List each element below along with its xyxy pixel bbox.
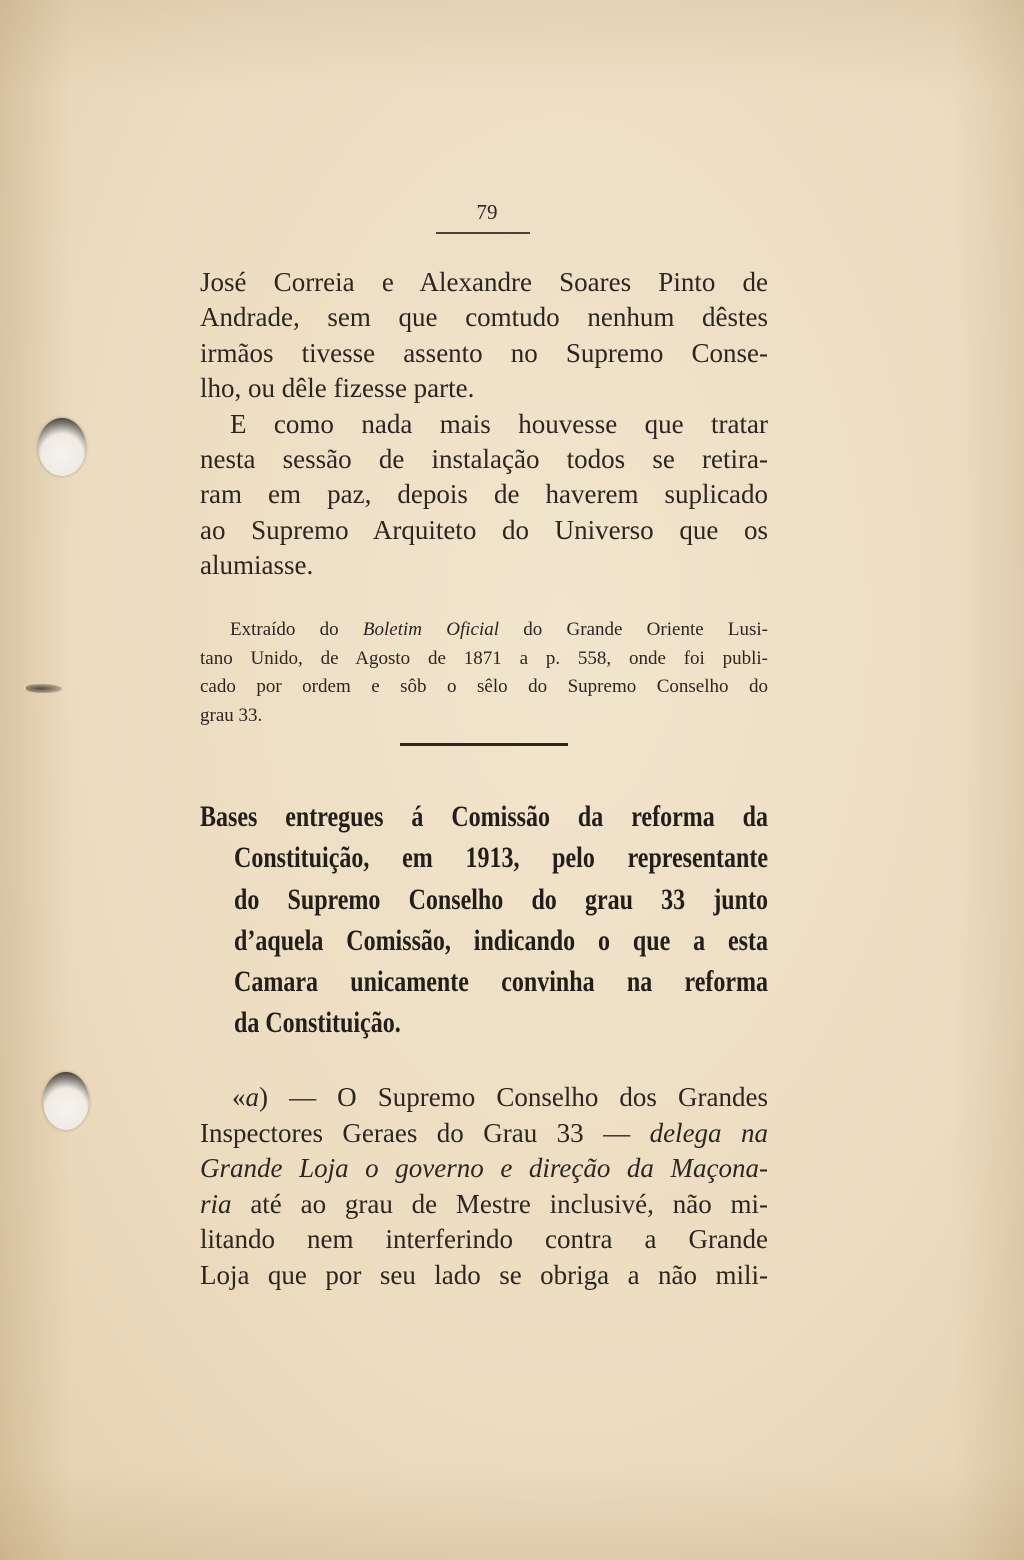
- body-line: irmãos tivesse assento no Supremo Conse-: [200, 337, 768, 368]
- body-line: José Correia e Alexandre Soares Pinto de: [200, 267, 768, 297]
- heading-line: da Constituição.: [234, 1006, 401, 1040]
- publication-title: Boletim Oficial: [362, 619, 500, 640]
- source-note-line: [200, 616, 768, 645]
- article-a: [200, 1080, 768, 1294]
- paper-mark: [26, 684, 62, 693]
- article-letter: a: [245, 1082, 259, 1112]
- italic-text: ria: [200, 1188, 232, 1219]
- note-text: tano Unido, de Agosto de 1871 a p. 558, onde foi publi-: [200, 647, 768, 669]
- body-line: ram em paz, depois de haverem suplicado: [200, 479, 768, 510]
- body-line: lho, ou dêle fizesse parte.: [200, 373, 475, 404]
- body-line: ao Supremo Arquiteto do Universo que os: [200, 514, 768, 545]
- note-text: grau 33.: [200, 705, 263, 727]
- section-divider: [400, 743, 568, 746]
- page-number-rule: [436, 232, 530, 234]
- article-text: Inspectores Geraes do Grau 33 —: [200, 1117, 631, 1148]
- source-note-line: [200, 673, 768, 702]
- punch-hole: [43, 1072, 89, 1130]
- heading-line: do Supremo Conselho do grau 33 junto: [234, 882, 768, 916]
- article-line: [200, 1258, 768, 1294]
- body-line: nesta sessão de instalação todos se retira-: [200, 444, 768, 475]
- article-text: «: [232, 1082, 246, 1112]
- source-note: [200, 616, 768, 731]
- article-text: ) — O Supremo Conselho dos Grandes: [259, 1082, 768, 1112]
- article-line: [200, 1151, 768, 1187]
- article-line: [200, 1187, 768, 1223]
- italic-text: Grande Loja o governo e direção da Maçona-: [200, 1153, 768, 1184]
- note-text: Extraído do: [230, 619, 339, 640]
- heading-line: Bases entregues á Comissão da reforma da: [200, 800, 768, 833]
- body-paragraphs: [200, 265, 768, 584]
- note-text: do Grande Oriente Lusi-: [523, 619, 768, 640]
- page-number: 79: [476, 200, 498, 224]
- article-line: [200, 1116, 768, 1152]
- heading-line: Constituição, em 1913, pelo representante: [234, 841, 768, 875]
- body-line: alumiasse.: [200, 550, 314, 581]
- body-line: E como nada mais houvesse que tratar: [230, 408, 768, 439]
- article-line: [200, 1222, 768, 1258]
- body-line: Andrade, sem que comtudo nenhum dêstes: [200, 302, 768, 333]
- source-note-line: [200, 702, 768, 731]
- source-note-line: [200, 645, 768, 674]
- punch-hole: [38, 418, 86, 476]
- article-text: até ao grau de Mestre inclusivé, não mi-: [250, 1188, 768, 1219]
- heading-line: Camara unicamente convinha na reforma: [234, 965, 768, 999]
- section-heading: [200, 796, 768, 1044]
- article-text: Loja que por seu lado se obriga a não mili-: [200, 1259, 768, 1290]
- note-text: cado por ordem e sôb o sêlo do Supremo Conselho do: [200, 676, 768, 698]
- heading-line: d’aquela Comissão, indicando o que a esta: [234, 923, 768, 957]
- italic-text: delega na: [649, 1117, 768, 1148]
- article-line: [200, 1080, 768, 1116]
- article-text: litando nem interferindo contra a Grande: [200, 1224, 768, 1255]
